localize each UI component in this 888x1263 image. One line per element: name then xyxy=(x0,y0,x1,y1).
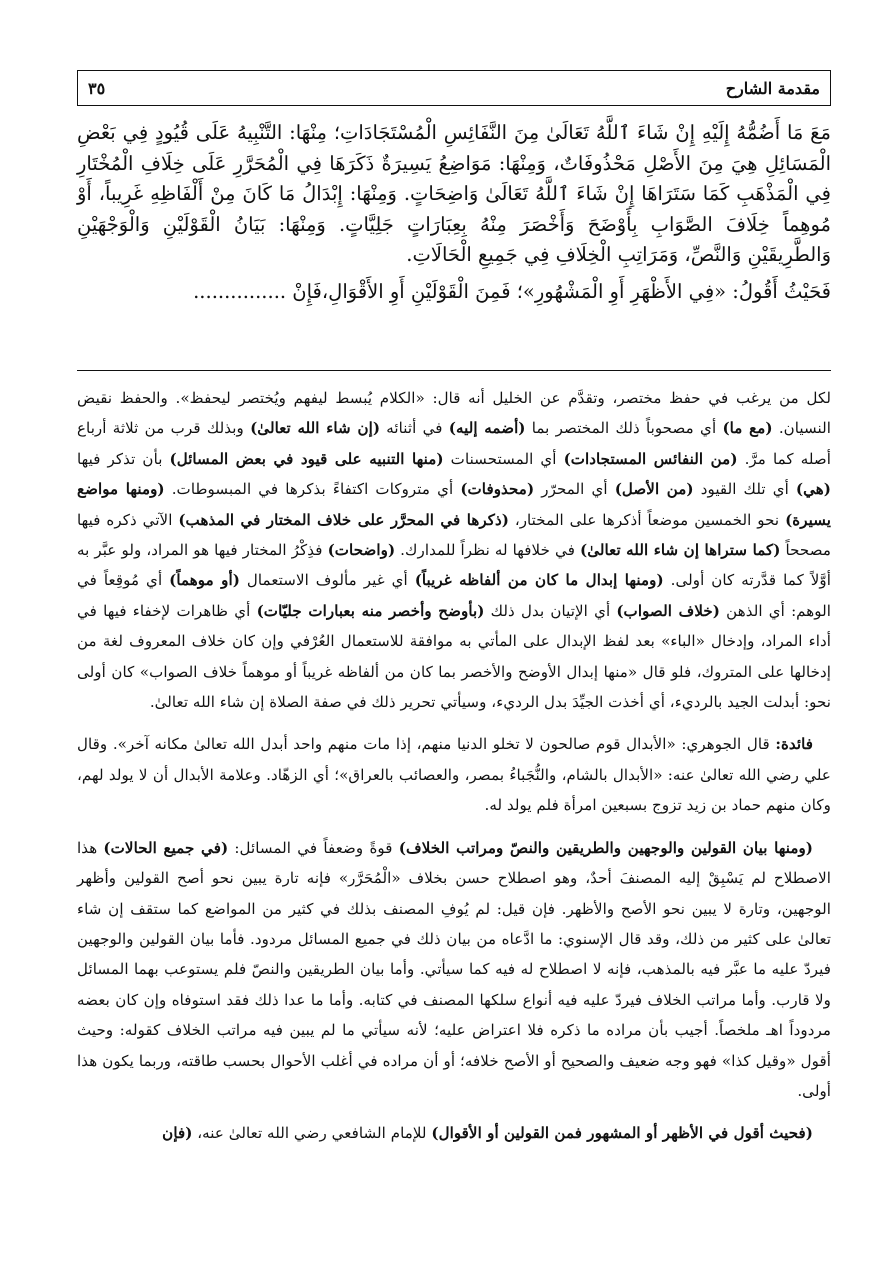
commentary-text: الآتي ذكره فيها مصححاً xyxy=(77,510,832,560)
quoted-matn-phrase: (ذكرها في المحرَّر على خلاف المختار في المذهب) xyxy=(178,510,509,529)
quoted-matn-phrase: (ومنها مواضع يسيرة) xyxy=(77,480,831,529)
quoted-matn-phrase: (أو موهماً) xyxy=(169,571,240,590)
quoted-matn-phrase: (فإن xyxy=(162,1124,193,1143)
commentary-text: هذا الاصطلاح لم يَسْبِقْ إليه المصنفَ أحدٌ، وهو اصطلاح حسن بخلاف «الْمُحَرَّر» فإنه تارة يبين نحو أصح القولين وأظهر الوجهين، وتارة لا يبين نحو الأصح والأظهر. فإن قيل: لم يُوفِ المصنف بذلك في كثير من المواضع كما ستقف إن شاء تعالىٰ على كثير من ذلك، وقد قال الإسنوي: ما ادَّعاه من بيان ذلك في جميع المسائل مردود. فأما بيان القولين والوجهين فيردّ عليه ما عبَّر فيه بالمذهب، فإنه لا اصطلاح له فيه كما سيأتي. وأما بيان الطريقين والنصّ فلم يستوعب بهما المسائل ولا قارب. وأما مراتب الخلاف فيردّ عليه فيه أنواع سلكها المصنف في كتابه. وأما ما عدا ذلك فقد استوفاه وإن كان بعضه مردوداً اهـ ملخصاً. أجيب بأن مراده ما ذكره فلا اعتراض عليه؛ لأنه سيأتي ما لم يبين فيه مراتب الخلاف كقوله: وحيث أقول «وقيل كذا» فهو وجه ضعيف والصحيح أو الأصح خلافه؛ أو أن مراده في أغلب الأحوال بحسب طاقته، وربما يكون هذا أولى. xyxy=(77,838,831,1100)
commentary-paragraph xyxy=(77,833,831,1107)
commentary-text: أي تلك القيود xyxy=(693,480,796,499)
quoted-matn-phrase: (منها التنبيه على قيود في بعض المسائل) xyxy=(169,449,444,468)
commentary-text: أي متروكات اكتفاءً بذكرها في المبسوطات. xyxy=(164,480,461,499)
quoted-matn-phrase: (واضحات) xyxy=(327,541,396,560)
commentary-text: أي الإتيان بدل ذلك xyxy=(484,601,617,620)
text-commentary-divider xyxy=(77,370,831,371)
commentary-text: أي غير مألوف الاستعمال xyxy=(239,571,415,590)
quoted-matn-phrase: فائدة: xyxy=(775,735,813,754)
quoted-matn-phrase: (من الأصل) xyxy=(614,480,694,499)
commentary-text: لكل من يرغب في حفظ مختصر، وتقدَّم عن الخليل أنه قال: «الكلام يُبسط ليفهم ويُختصر ليحفظ». والحفظ نقيض النسيان. xyxy=(77,389,831,438)
quoted-matn-phrase: (إن شاء الله تعالىٰ) xyxy=(250,419,381,438)
commentary-text: للإمام الشافعي رضي الله تعالىٰ عنه، xyxy=(192,1124,432,1143)
commentary-text: أي المستحسنات xyxy=(443,449,564,468)
chapter-title: مقدمة الشارح xyxy=(725,78,820,98)
running-header xyxy=(77,70,831,106)
quoted-matn-phrase: (من النفائس المستجادات) xyxy=(563,449,738,468)
commentary-text: أي مُوقِعاً في الوهم: أي الذهن xyxy=(77,571,831,620)
commentary-text: بأن تذكر فيها xyxy=(77,449,170,468)
quoted-matn-phrase: (محذوفات) xyxy=(460,480,535,499)
commentary-paragraph xyxy=(77,1118,831,1148)
quoted-matn-phrase: (أضمه إليه) xyxy=(448,419,526,438)
continuation-dots: ............... xyxy=(193,279,287,303)
commentary-text: في خلافها له نظراً للمدارك. xyxy=(395,541,581,560)
quoted-matn-phrase: (بأوضح وأخصر منه بعبارات جليّات) xyxy=(256,601,485,620)
commentary-text: في أثنائه xyxy=(380,419,449,438)
quoted-matn-phrase: (كما ستراها إن شاء الله تعالىٰ) xyxy=(580,541,781,560)
commentary-note-paragraph xyxy=(77,729,831,820)
main-text-line: فَحَيْثُ أَقُولُ: «فِي الأَظْهَرِ أَوِ الْمَشْهُورِ»؛ فَمِنَ الْقَوْلَيْنِ أَوِ الأَقْوَالِ،فَإِنْ xyxy=(292,279,831,303)
commentary-text: فذِكْرُ المختار فيها هو المراد، ولو عبَّر به أوَّلاً كما قدَّرته كان أولى. xyxy=(77,541,831,590)
commentary-text: قال الجوهري: «الأبدال قوم صالحون لا تخلو الدنيا منهم، إذا مات منهم واحد أبدل الله تعالىٰ مكانه آخر». وقال علي رضي الله تعالىٰ عنه: «الأبدال بالشام، والنُّجَباءُ بمصر، والعصائب بالعراق»؛ أي الزهّاد. وعلامة الأبدال أن لا يولد لهم، وكان منهم حماد بن زيد تزوج بسبعين امرأة فلم يولد له. xyxy=(77,735,831,815)
commentary-paragraph xyxy=(77,383,831,717)
commentary-text: أي المحرّر xyxy=(534,480,615,499)
quoted-matn-phrase: (هي) xyxy=(795,480,831,499)
quoted-matn-phrase: (مع ما) xyxy=(722,419,773,438)
main-text-continuation xyxy=(77,277,831,308)
commentary-text: نحو الخمسين موضعاً أذكرها على المختار، xyxy=(508,510,786,529)
quoted-matn-phrase: (في جميع الحالات) xyxy=(103,838,229,857)
commentary-text: أي مصحوباً ذلك المختصر بما xyxy=(525,419,723,438)
quoted-matn-phrase: (خلاف الصواب) xyxy=(616,601,720,620)
quoted-matn-phrase: (ومنها بيان القولين والوجهين والطريقين والنصّ ومراتب الخلاف) xyxy=(398,838,813,857)
commentary-text: أي ظاهرات لإخفاء فيها في أداء المراد، وإدخال «الباء» بعد لفظ الإبدال على المأتي به موافقة للاستعمال العُرْفي وإن كان خلاف المعروف لغة من إدخالها على المتروك، فلو قال «منها إبدال الأوضح والأخصر بما كان من ألفاظه غريباً أو موهماً خلاف الصواب» كان أولى نحو: أبدلت الجيد بالرديء، أي أخذت الجيِّدَ بدل الرديء، وسيأتي تحرير ذلك في صفة الصلاة إن شاء الله تعالىٰ. xyxy=(77,601,831,712)
commentary xyxy=(77,383,831,1149)
main-text-paragraph: مَعَ مَا أَضُمُّهُ إِلَيْهِ إِنْ شَاءَ ٱللَّهُ تَعَالَىٰ مِنَ النَّفَائِسِ الْمُسْتَجَادَاتِ؛ مِنْهَا: التَّنْبِيهُ عَلَى قُيُودٍ فِي بَعْضِ الْمَسَائِلِ هِيَ مِنَ الأَصْلِ مَحْذُوفَاتٌ، وَمِنْهَا: مَوَاضِعُ يَسِيرَةٌ ذَكَرَهَا فِي الْمُحَرَّرِ عَلَى خِلَافِ الْمُخْتَارِ فِي الْمَذْهَبِ كَمَا سَتَرَاهَا إِنْ شَاءَ ٱللَّهُ تَعَالَىٰ وَاضِحَاتٍ. وَمِنْهَا: إِبْدَالُ مَا كَانَ مِنْ أَلْفَاظِهِ غَرِيباً، أَوْ مُوهِماً خِلَافَ الصَّوَابِ بِأَوْضَحَ وَأَخْصَرَ مِنْهُ بِعِبَارَاتٍ جَلِيَّاتٍ. وَمِنْهَا: بَيَانُ الْقَوْلَيْنِ وَالْوَجْهَيْنِ وَالطَّرِيقَيْنِ وَالنَّصِّ، وَمَرَاتِبِ الْخِلَافِ فِي جَمِيعِ الْحَالَاتِ. xyxy=(77,121,831,266)
main-text xyxy=(77,118,831,307)
quoted-matn-phrase: (فحيث أقول في الأظهر أو المشهور فمن القولين أو الأقوال) xyxy=(431,1124,813,1143)
quoted-matn-phrase: (ومنها إبدال ما كان من ألفاظه غريباً) xyxy=(414,571,664,590)
commentary-text: قوةً وضعفاً في المسائل: xyxy=(228,838,399,857)
page-number: ٣٥ xyxy=(88,78,106,98)
commentary-text: وبذلك قرب من ثلاثة أرباع أصله كما مرَّ. xyxy=(77,419,832,468)
